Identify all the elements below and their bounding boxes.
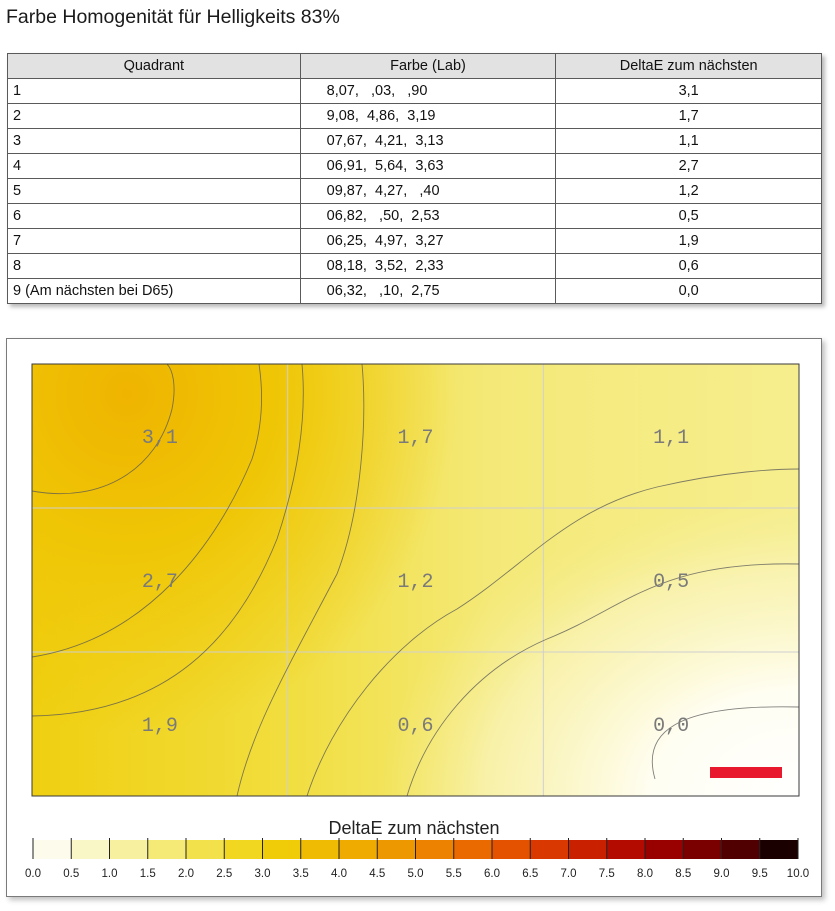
cell-delta: 2,7: [556, 154, 822, 179]
colorbar-tick-label: 2.5: [216, 868, 233, 880]
colorbar-tick-label: 9.5: [751, 868, 768, 880]
colorbar-tick-label: 8.5: [675, 868, 692, 880]
cell-quadrant: 8: [8, 254, 301, 279]
colorbar-segment: [454, 840, 493, 859]
cell-value-label: 1,7: [397, 427, 434, 450]
table-row: [8, 204, 822, 229]
cell-lab: 06,91, 5,64, 3,63: [300, 154, 556, 179]
colorbar-segment: [186, 840, 225, 859]
cell-lab: 09,87, 4,27, ,40: [300, 179, 556, 204]
cell-value-label: 1,9: [141, 715, 178, 738]
cell-value-label: 0,6: [397, 715, 434, 738]
colorbar-tick-label: 1.0: [101, 868, 118, 880]
colorbar-segment: [301, 840, 340, 859]
colorbar-tick-label: 7.0: [560, 868, 577, 880]
cell-quadrant: 7: [8, 229, 301, 254]
cell-quadrant: 6: [8, 204, 301, 229]
colorbar-segment: [33, 840, 72, 859]
colorbar-tick-label: 0.0: [25, 868, 41, 880]
colorbar-tick-label: 3.0: [254, 868, 271, 880]
colorbar-segment: [569, 840, 608, 859]
cell-delta: 1,2: [556, 179, 822, 204]
colorbar-tick-label: 1.5: [139, 868, 156, 880]
colorbar-tick-label: 6.5: [522, 868, 539, 880]
cell-delta: 1,1: [556, 129, 822, 154]
table-row: [8, 179, 822, 204]
colorbar-segment: [645, 840, 684, 859]
table-row: [8, 279, 822, 304]
table-row: [8, 154, 822, 179]
colorbar-tick-label: 2.0: [178, 868, 194, 880]
colorbar-segment: [416, 840, 455, 859]
cell-quadrant: 1: [8, 79, 301, 104]
table-header-row: [8, 54, 822, 79]
cell-delta: 0,6: [556, 254, 822, 279]
colorbar-tick-label: 0.5: [63, 868, 80, 880]
colorbar-tick-label: 4.5: [369, 868, 386, 880]
colorbar-tick-label: 4.0: [331, 868, 347, 880]
colorbar-segment: [148, 840, 187, 859]
colorbar-tick-label: 6.0: [484, 868, 500, 880]
colorbar-segment: [377, 840, 416, 859]
table-row: [8, 254, 822, 279]
position-marker: [710, 767, 782, 778]
header-lab: Farbe (Lab): [300, 54, 556, 79]
lab-table: [7, 53, 822, 304]
cell-lab: 07,67, 4,21, 3,13: [300, 129, 556, 154]
colorbar-title: DeltaE zum nächsten: [328, 818, 500, 838]
cell-delta: 1,9: [556, 229, 822, 254]
colorbar-segment: [263, 840, 302, 859]
header-delta: DeltaE zum nächsten: [556, 54, 822, 79]
table-row: [8, 104, 822, 129]
colorbar-tick-label: 9.0: [713, 868, 730, 880]
cell-value-label: 2,7: [141, 571, 178, 594]
cell-lab: 9,08, 4,86, 3,19: [300, 104, 556, 129]
table-row: [8, 129, 822, 154]
colorbar-segment: [71, 840, 110, 859]
cell-lab: 8,07, ,03, ,90: [300, 79, 556, 104]
cell-quadrant: 3: [8, 129, 301, 154]
cell-delta: 3,1: [556, 79, 822, 104]
cell-lab: 06,82, ,50, 2,53: [300, 204, 556, 229]
heatmap-panel: [6, 338, 822, 897]
colorbar-segment: [683, 840, 722, 859]
colorbar-segment: [492, 840, 531, 859]
colorbar-tick-label: 7.5: [598, 868, 615, 880]
cell-delta: 0,0: [556, 279, 822, 304]
cell-quadrant: 9 (Am nächsten bei D65): [8, 279, 301, 304]
colorbar-tick-label: 10.0: [786, 868, 810, 880]
cell-value-label: 3,1: [141, 427, 178, 450]
colorbar-segment: [760, 840, 799, 859]
cell-value-label: 0,5: [653, 571, 690, 594]
cell-lab: 06,25, 4,97, 3,27: [300, 229, 556, 254]
cell-value-label: 0,0: [653, 715, 690, 738]
colorbar-segment: [607, 840, 646, 859]
colorbar-tick-label: 5.5: [445, 868, 462, 880]
cell-lab: 08,18, 3,52, 2,33: [300, 254, 556, 279]
colorbar-segment: [530, 840, 569, 859]
colorbar-tick-label: 3.5: [292, 868, 309, 880]
cell-lab: 06,32, ,10, 2,75: [300, 279, 556, 304]
cell-value-label: 1,1: [653, 427, 690, 450]
results-table: [7, 53, 822, 304]
cell-delta: 0,5: [556, 204, 822, 229]
colorbar-segment: [339, 840, 378, 859]
page-title: Farbe Homogenität für Helligkeits 83%: [6, 6, 340, 28]
colorbar-tick-label: 5.0: [407, 868, 424, 880]
table-row: [8, 229, 822, 254]
colorbar-segment: [110, 840, 149, 859]
table-row: [8, 79, 822, 104]
colorbar-segment: [224, 840, 263, 859]
cell-quadrant: 2: [8, 104, 301, 129]
colorbar-segment: [722, 840, 761, 859]
colorbar-tick-label: 8.0: [637, 868, 653, 880]
cell-quadrant: 4: [8, 154, 301, 179]
cell-value-label: 1,2: [397, 571, 434, 594]
header-quadrant: Quadrant: [8, 54, 301, 79]
cell-delta: 1,7: [556, 104, 822, 129]
heatmap-chart: [7, 339, 821, 896]
cell-quadrant: 5: [8, 179, 301, 204]
